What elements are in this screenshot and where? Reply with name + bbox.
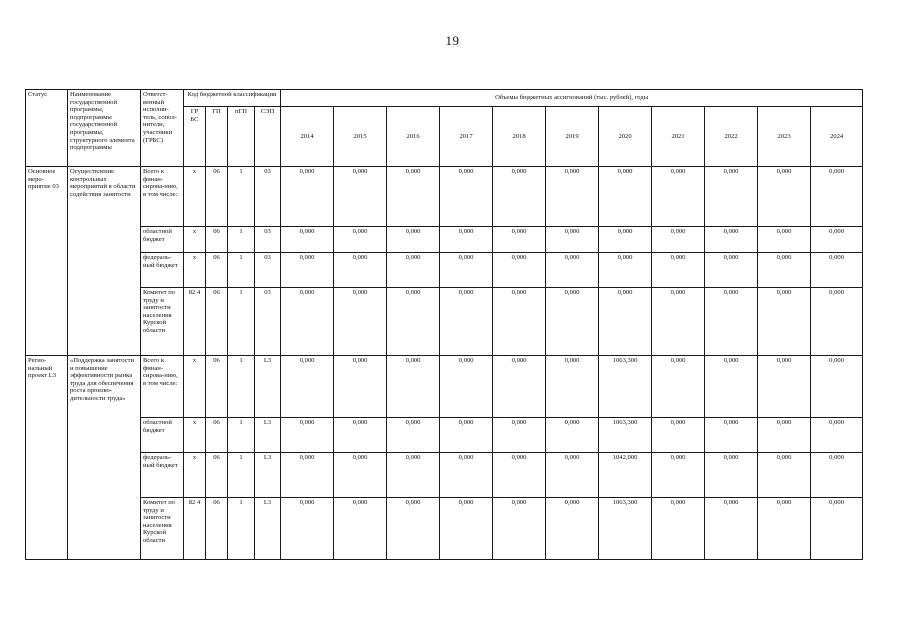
allocation-value-cell: 0,000 bbox=[811, 418, 863, 453]
allocation-value-cell: 0,000 bbox=[705, 253, 758, 288]
allocation-value-cell: 0,000 bbox=[811, 288, 863, 356]
allocation-value-cell: 0,000 bbox=[546, 356, 599, 418]
allocation-value-cell: 0,000 bbox=[652, 167, 705, 227]
header-name: Наименование государственной программы, подпрограммы государственной программы, структурного элемента подпрограммы bbox=[68, 90, 141, 167]
budget-code-cell: 1 bbox=[228, 288, 255, 356]
header-budget-code-group: Код бюджетной классификации bbox=[184, 90, 281, 107]
allocation-value-cell: 0,000 bbox=[440, 227, 493, 253]
table-row bbox=[26, 453, 863, 498]
allocation-value-cell: 0,000 bbox=[281, 418, 334, 453]
budget-code-cell: х bbox=[184, 356, 206, 418]
allocation-value-cell: 0,000 bbox=[387, 498, 440, 560]
allocation-value-cell: 0,000 bbox=[811, 453, 863, 498]
allocation-value-cell: 0,000 bbox=[387, 418, 440, 453]
allocation-value-cell: 0,000 bbox=[334, 167, 387, 227]
allocation-value-cell: 0,000 bbox=[546, 227, 599, 253]
allocation-value-cell: 0,000 bbox=[334, 356, 387, 418]
allocation-value-cell: 0,000 bbox=[440, 418, 493, 453]
allocation-value-cell: 1063,300 bbox=[599, 356, 652, 418]
table-row bbox=[26, 356, 863, 418]
allocation-value-cell: 1063,300 bbox=[599, 418, 652, 453]
header-allocations-group: Объемы бюджетных ассигнований (тыс. рублей), годы bbox=[281, 90, 863, 107]
header-year: 2023 bbox=[758, 107, 811, 167]
budget-code-cell: х bbox=[184, 253, 206, 288]
allocation-value-cell: 0,000 bbox=[546, 418, 599, 453]
allocation-value-cell: 0,000 bbox=[758, 288, 811, 356]
budget-code-cell: 1 bbox=[228, 453, 255, 498]
header-code-sep: СЭП bbox=[255, 107, 281, 167]
budget-code-cell: 82 4 bbox=[184, 288, 206, 356]
allocation-value-cell: 0,000 bbox=[599, 227, 652, 253]
funding-source-cell: Всего к финан-сирова-нию, в том числе: bbox=[141, 167, 184, 227]
budget-code-cell: 1 bbox=[228, 418, 255, 453]
funding-source-cell: Комитет по труду и занятости населения Курской области bbox=[141, 498, 184, 560]
allocation-value-cell: 0,000 bbox=[281, 167, 334, 227]
allocation-value-cell: 0,000 bbox=[387, 453, 440, 498]
budget-code-cell: L3 bbox=[255, 498, 281, 560]
budget-code-cell: 06 bbox=[206, 253, 228, 288]
allocation-value-cell: 0,000 bbox=[652, 418, 705, 453]
budget-allocation-table bbox=[25, 89, 863, 560]
allocation-value-cell: 0,000 bbox=[493, 498, 546, 560]
budget-code-cell: L3 bbox=[255, 453, 281, 498]
budget-code-cell: х bbox=[184, 453, 206, 498]
budget-code-cell: х bbox=[184, 227, 206, 253]
header-code-gp: ГП bbox=[206, 107, 228, 167]
budget-code-cell: L3 bbox=[255, 356, 281, 418]
allocation-value-cell: 0,000 bbox=[705, 227, 758, 253]
table-row bbox=[26, 288, 863, 356]
allocation-value-cell: 0,000 bbox=[758, 253, 811, 288]
allocation-value-cell: 0,000 bbox=[493, 227, 546, 253]
budget-code-cell: 06 bbox=[206, 227, 228, 253]
budget-code-cell: 1 bbox=[228, 356, 255, 418]
allocation-value-cell: 0,000 bbox=[599, 167, 652, 227]
allocation-value-cell: 0,000 bbox=[440, 167, 493, 227]
budget-code-cell: 06 bbox=[206, 453, 228, 498]
allocation-value-cell: 0,000 bbox=[811, 167, 863, 227]
budget-code-cell: L3 bbox=[255, 418, 281, 453]
allocation-value-cell: 0,000 bbox=[758, 356, 811, 418]
allocation-value-cell: 0,000 bbox=[705, 288, 758, 356]
allocation-value-cell: 1063,300 bbox=[599, 498, 652, 560]
header-code-grbs: ГР БС bbox=[184, 107, 206, 167]
allocation-value-cell: 0,000 bbox=[599, 288, 652, 356]
budget-code-cell: 06 bbox=[206, 356, 228, 418]
table-row bbox=[26, 167, 863, 227]
budget-code-cell: 82 4 bbox=[184, 498, 206, 560]
allocation-value-cell: 1042,000 bbox=[599, 453, 652, 498]
allocation-value-cell: 0,000 bbox=[546, 167, 599, 227]
allocation-value-cell: 0,000 bbox=[811, 227, 863, 253]
funding-source-cell: федераль-ный бюджет bbox=[141, 453, 184, 498]
table-row bbox=[26, 253, 863, 288]
program-name-cell: «Поддержка занятости и повышение эффективности рынка труда для обеспечения роста произво-дительности труда» bbox=[68, 356, 141, 560]
funding-source-cell: Всего к финан-сирова-нию, в том числе: bbox=[141, 356, 184, 418]
allocation-value-cell: 0,000 bbox=[758, 498, 811, 560]
allocation-value-cell: 0,000 bbox=[811, 498, 863, 560]
allocation-value-cell: 0,000 bbox=[281, 356, 334, 418]
allocation-value-cell: 0,000 bbox=[811, 253, 863, 288]
allocation-value-cell: 0,000 bbox=[440, 288, 493, 356]
allocation-value-cell: 0,000 bbox=[387, 227, 440, 253]
allocation-value-cell: 0,000 bbox=[758, 418, 811, 453]
allocation-value-cell: 0,000 bbox=[546, 288, 599, 356]
header-year: 2022 bbox=[705, 107, 758, 167]
allocation-value-cell: 0,000 bbox=[334, 498, 387, 560]
allocation-value-cell: 0,000 bbox=[387, 356, 440, 418]
allocation-value-cell: 0,000 bbox=[493, 253, 546, 288]
allocation-value-cell: 0,000 bbox=[546, 253, 599, 288]
header-code-pgp: пГП bbox=[228, 107, 255, 167]
header-responsible: Ответст-венный исполни-тель, сопол-нители, участники (ГРБС) bbox=[141, 90, 184, 167]
header-year: 2014 bbox=[281, 107, 334, 167]
budget-code-cell: 03 bbox=[255, 227, 281, 253]
allocation-value-cell: 0,000 bbox=[493, 453, 546, 498]
funding-source-cell: областной бюджет bbox=[141, 418, 184, 453]
allocation-value-cell: 0,000 bbox=[334, 227, 387, 253]
allocation-value-cell: 0,000 bbox=[811, 356, 863, 418]
allocation-value-cell: 0,000 bbox=[705, 418, 758, 453]
allocation-value-cell: 0,000 bbox=[334, 253, 387, 288]
allocation-value-cell: 0,000 bbox=[652, 253, 705, 288]
table-body bbox=[26, 167, 863, 560]
header-year: 2020 bbox=[599, 107, 652, 167]
allocation-value-cell: 0,000 bbox=[440, 453, 493, 498]
allocation-value-cell: 0,000 bbox=[652, 453, 705, 498]
funding-source-cell: федераль-ный бюджет bbox=[141, 253, 184, 288]
allocation-value-cell: 0,000 bbox=[440, 498, 493, 560]
budget-code-cell: 03 bbox=[255, 167, 281, 227]
allocation-value-cell: 0,000 bbox=[652, 288, 705, 356]
budget-code-cell: х bbox=[184, 418, 206, 453]
status-cell: Основное меро-приятие 03 bbox=[26, 167, 68, 356]
budget-code-cell: 1 bbox=[228, 227, 255, 253]
header-year: 2018 bbox=[493, 107, 546, 167]
header-year: 2017 bbox=[440, 107, 493, 167]
allocation-value-cell: 0,000 bbox=[440, 253, 493, 288]
header-year: 2015 bbox=[334, 107, 387, 167]
allocation-value-cell: 0,000 bbox=[281, 227, 334, 253]
table-row bbox=[26, 498, 863, 560]
allocation-value-cell: 0,000 bbox=[758, 167, 811, 227]
allocation-value-cell: 0,000 bbox=[546, 498, 599, 560]
allocation-value-cell: 0,000 bbox=[387, 167, 440, 227]
allocation-value-cell: 0,000 bbox=[705, 167, 758, 227]
funding-source-cell: областной бюджет bbox=[141, 227, 184, 253]
allocation-value-cell: 0,000 bbox=[758, 453, 811, 498]
header-year: 2021 bbox=[652, 107, 705, 167]
allocation-value-cell: 0,000 bbox=[758, 227, 811, 253]
header-year: 2016 bbox=[387, 107, 440, 167]
allocation-value-cell: 0,000 bbox=[281, 453, 334, 498]
budget-code-cell: х bbox=[184, 167, 206, 227]
header-year: 2024 bbox=[811, 107, 863, 167]
program-name-cell: Осуществление контрольных мероприятий в области содействия занятости bbox=[68, 167, 141, 356]
budget-code-cell: 1 bbox=[228, 253, 255, 288]
table-row bbox=[26, 418, 863, 453]
allocation-value-cell: 0,000 bbox=[652, 356, 705, 418]
page-number: 19 bbox=[445, 33, 460, 48]
status-cell: Регио-нальный проект L3 bbox=[26, 356, 68, 560]
allocation-value-cell: 0,000 bbox=[334, 418, 387, 453]
budget-code-cell: 1 bbox=[228, 498, 255, 560]
allocation-value-cell: 0,000 bbox=[493, 288, 546, 356]
allocation-value-cell: 0,000 bbox=[281, 288, 334, 356]
allocation-value-cell: 0,000 bbox=[387, 253, 440, 288]
header-year: 2019 bbox=[546, 107, 599, 167]
allocation-value-cell: 0,000 bbox=[705, 356, 758, 418]
budget-code-cell: 06 bbox=[206, 498, 228, 560]
budget-code-cell: 1 bbox=[228, 167, 255, 227]
table-row bbox=[26, 227, 863, 253]
allocation-value-cell: 0,000 bbox=[493, 418, 546, 453]
allocation-value-cell: 0,000 bbox=[281, 498, 334, 560]
budget-code-cell: 03 bbox=[255, 253, 281, 288]
allocation-value-cell: 0,000 bbox=[652, 498, 705, 560]
allocation-value-cell: 0,000 bbox=[387, 288, 440, 356]
allocation-value-cell: 0,000 bbox=[546, 453, 599, 498]
header-status: Статус bbox=[26, 90, 68, 167]
budget-code-cell: 03 bbox=[255, 288, 281, 356]
allocation-value-cell: 0,000 bbox=[334, 288, 387, 356]
allocation-value-cell: 0,000 bbox=[334, 453, 387, 498]
allocation-value-cell: 0,000 bbox=[599, 253, 652, 288]
allocation-value-cell: 0,000 bbox=[281, 253, 334, 288]
allocation-value-cell: 0,000 bbox=[493, 167, 546, 227]
allocation-value-cell: 0,000 bbox=[440, 356, 493, 418]
allocation-value-cell: 0,000 bbox=[705, 498, 758, 560]
budget-code-cell: 06 bbox=[206, 288, 228, 356]
budget-code-cell: 06 bbox=[206, 167, 228, 227]
allocation-value-cell: 0,000 bbox=[705, 453, 758, 498]
allocation-value-cell: 0,000 bbox=[652, 227, 705, 253]
funding-source-cell: Комитет по труду и занятости населения Курской области bbox=[141, 288, 184, 356]
budget-code-cell: 06 bbox=[206, 418, 228, 453]
allocation-value-cell: 0,000 bbox=[493, 356, 546, 418]
